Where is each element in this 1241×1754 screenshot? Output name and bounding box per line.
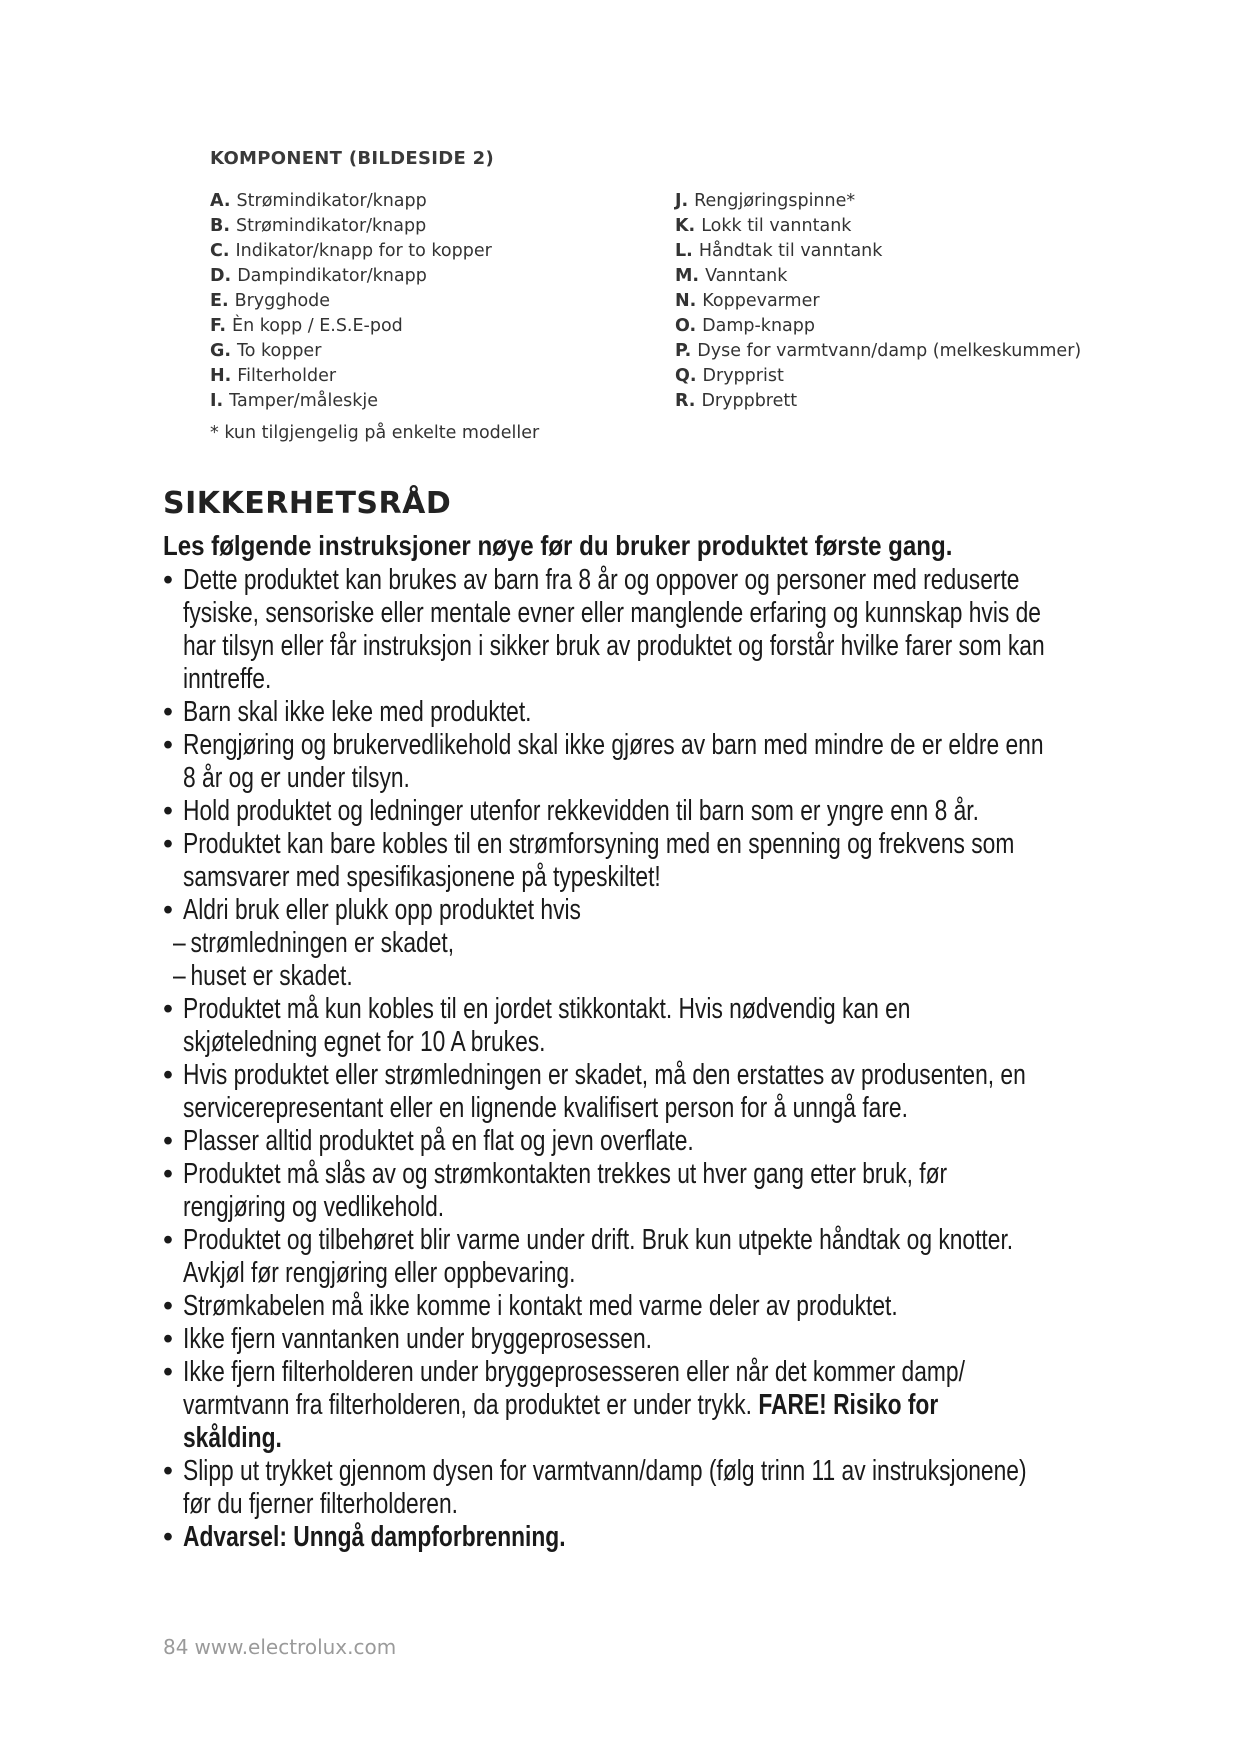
component-letter: G. <box>210 341 232 361</box>
component-letter: H. <box>210 366 232 386</box>
safety-rule <box>163 828 1123 894</box>
bullet-marker: • <box>163 1290 173 1322</box>
safety-rule <box>163 1356 1123 1455</box>
component-item <box>675 389 1081 414</box>
safety-subtitle: Les følgende instruksjoner nøye før du bruker produktet første gang. <box>163 530 953 561</box>
component-item <box>675 289 1081 314</box>
component-item <box>675 364 1081 389</box>
components-footnote: * kun tilgjengelig på enkelte modeller <box>210 423 540 443</box>
safety-rule <box>163 1059 1123 1125</box>
component-item <box>210 214 492 239</box>
safety-rules-list <box>163 564 1123 1554</box>
safety-rule-text: Produktet må slås av og strømkontakten trekkes ut hver gang etter bruk, før rengjøring og vedlikehold. <box>183 1158 948 1223</box>
components-section <box>210 148 1110 443</box>
component-letter: F. <box>210 316 227 336</box>
component-letter: D. <box>210 266 232 286</box>
component-item <box>210 289 492 314</box>
component-letter: L. <box>675 241 693 261</box>
safety-rule <box>163 729 1123 795</box>
safety-rule-text <box>183 1356 1103 1455</box>
component-letter: N. <box>675 291 697 311</box>
safety-rule-text: Plasser alltid produktet på en flat og jevn overflate. <box>183 1125 694 1157</box>
bullet-marker: • <box>163 1158 173 1190</box>
safety-rule-text: Aldri bruk eller plukk opp produktet hvis <box>183 894 581 926</box>
component-item <box>675 314 1081 339</box>
component-label: Koppevarmer <box>702 291 820 311</box>
safety-rule-text: Rengjøring og brukervedlikehold skal ikke gjøres av barn med mindre de er eldre enn 8 år og er under tilsyn. <box>183 729 1044 794</box>
component-label: Håndtak til vanntank <box>698 241 883 261</box>
component-letter: P. <box>675 341 692 361</box>
component-label: Vanntank <box>705 266 788 286</box>
components-list-right <box>675 189 1081 414</box>
danger-warning: FARE! Risiko for skålding. <box>183 1389 939 1454</box>
safety-rule-text: Produktet og tilbehøret blir varme under drift. Bruk kun utpekte håndtak og knotter. Avkjøl før rengjøring eller oppbevaring. <box>183 1224 1014 1289</box>
component-item <box>210 264 492 289</box>
safety-rule-text: Hold produktet og ledninger utenfor rekkevidden til barn som er yngre enn 8 år. <box>183 795 979 827</box>
safety-sub-rule-text: strømledningen er skadet, <box>190 927 455 959</box>
component-letter: M. <box>675 266 700 286</box>
bullet-marker: • <box>163 894 173 926</box>
safety-title: SIKKERHETSRÅD <box>163 486 452 521</box>
component-letter: R. <box>675 391 696 411</box>
component-letter: E. <box>210 291 229 311</box>
safety-rule <box>163 1455 1123 1521</box>
bullet-marker: • <box>163 1224 173 1256</box>
component-letter: C. <box>210 241 230 261</box>
safety-rule-text: Produktet kan bare kobles til en strømforsyning med en spenning og frekvens som samsvarer med spesifikasjonene på typeskiltet! <box>183 828 1015 893</box>
bullet-marker: • <box>163 1125 173 1157</box>
bullet-marker: • <box>163 828 173 860</box>
bullet-marker: • <box>163 696 173 728</box>
bullet-marker: • <box>163 1323 173 1355</box>
bullet-marker: • <box>163 993 173 1025</box>
component-letter: B. <box>210 216 230 236</box>
safety-rule <box>163 1125 1123 1158</box>
component-item <box>675 239 1081 264</box>
safety-rule-text: Hvis produktet eller strømledningen er skadet, må den erstattes av produsenten, en servicerepresentant eller en lignende kvalifisert person for å unngå fare. <box>183 1059 1026 1124</box>
safety-rule-text: Ikke fjern vanntanken under bryggeprosessen. <box>183 1323 652 1355</box>
component-item <box>675 189 1081 214</box>
component-item <box>675 264 1081 289</box>
component-label: Damp-knapp <box>702 316 815 336</box>
component-item <box>675 339 1081 364</box>
bullet-marker: • <box>163 1356 173 1388</box>
safety-sub-rule <box>163 927 1123 960</box>
safety-rule <box>163 894 1123 927</box>
filter-rule-text: Ikke fjern filterholderen under bryggeprosesseren eller når det kommer damp/ varmtvann fra filterholderen, da produktet er under trykk. <box>183 1356 965 1421</box>
safety-rule <box>163 564 1123 696</box>
safety-rule <box>163 795 1123 828</box>
components-list-left <box>210 189 492 414</box>
safety-rule <box>163 993 1123 1059</box>
component-letter: I. <box>210 391 224 411</box>
safety-rule <box>163 1158 1123 1224</box>
component-item <box>210 314 492 339</box>
page-footer <box>163 1635 396 1659</box>
component-label: Brygghode <box>234 291 331 311</box>
component-letter: A. <box>210 191 231 211</box>
page-number: 84 <box>163 1635 189 1659</box>
bullet-marker: • <box>163 1521 173 1553</box>
components-columns <box>210 189 1110 419</box>
component-label: Strømindikator/knapp <box>236 191 427 211</box>
bullet-marker: • <box>163 795 173 827</box>
safety-rule-text: Produktet må kun kobles til en jordet stikkontakt. Hvis nødvendig kan en skjøteledning egnet for 10 A brukes. <box>183 993 911 1058</box>
component-label: Lokk til vanntank <box>701 216 852 236</box>
component-item <box>210 389 492 414</box>
safety-rule <box>163 1224 1123 1290</box>
component-letter: O. <box>675 316 697 336</box>
safety-rule-text: Barn skal ikke leke med produktet. <box>183 696 532 728</box>
component-letter: K. <box>675 216 696 236</box>
safety-sub-rule <box>163 960 1123 993</box>
component-label: To kopper <box>237 341 322 361</box>
component-label: Dryppbrett <box>701 391 798 411</box>
bullet-marker: • <box>163 729 173 761</box>
safety-rule-text: Advarsel: Unngå dampforbrenning. <box>183 1521 566 1553</box>
component-item <box>210 239 492 264</box>
footer-url: www.electrolux.com <box>194 1635 397 1659</box>
dash-marker: – <box>173 960 186 992</box>
component-letter: Q. <box>675 366 697 386</box>
component-label: Filterholder <box>237 366 337 386</box>
component-item <box>210 339 492 364</box>
safety-rule <box>163 1323 1123 1356</box>
safety-rule-text: Slipp ut trykket gjennom dysen for varmtvann/damp (følg trinn 11 av instruksjonene) før du fjerner filterholderen. <box>183 1455 1027 1520</box>
safety-rule-text: Dette produktet kan brukes av barn fra 8 år og oppover og personer med reduserte fysiske, sensoriske eller mentale evner eller manglende erfaring og kunnskap hvis de har tilsyn eller får instruksjon i sikker bruk av produktet og forstår hvilke farer som kan inntreffe. <box>183 564 1045 695</box>
bullet-marker: • <box>163 1059 173 1091</box>
component-item <box>210 364 492 389</box>
safety-rule <box>163 696 1123 729</box>
component-label: Drypprist <box>702 366 784 386</box>
component-label: Rengjøringspinne* <box>694 191 856 211</box>
component-label: Dyse for varmtvann/damp (melkeskummer) <box>697 341 1082 361</box>
component-item <box>675 214 1081 239</box>
safety-rule-text: Strømkabelen må ikke komme i kontakt med varme deler av produktet. <box>183 1290 898 1322</box>
component-letter: J. <box>675 191 689 211</box>
bullet-marker: • <box>163 1455 173 1487</box>
component-label: Tamper/måleskje <box>229 391 378 411</box>
component-label: Indikator/knapp for to kopper <box>235 241 492 261</box>
component-label: Èn kopp / E.S.E-pod <box>232 316 403 336</box>
safety-sub-rule-text: huset er skadet. <box>190 960 353 992</box>
component-item <box>210 189 492 214</box>
safety-section <box>163 486 1123 1554</box>
safety-rule <box>163 1521 1123 1554</box>
component-label: Strømindikator/knapp <box>236 216 427 236</box>
components-title: KOMPONENT (BILDESIDE 2) <box>210 148 494 169</box>
component-label: Dampindikator/knapp <box>237 266 427 286</box>
dash-marker: – <box>173 927 186 959</box>
safety-rule <box>163 1290 1123 1323</box>
bullet-marker: • <box>163 564 173 596</box>
